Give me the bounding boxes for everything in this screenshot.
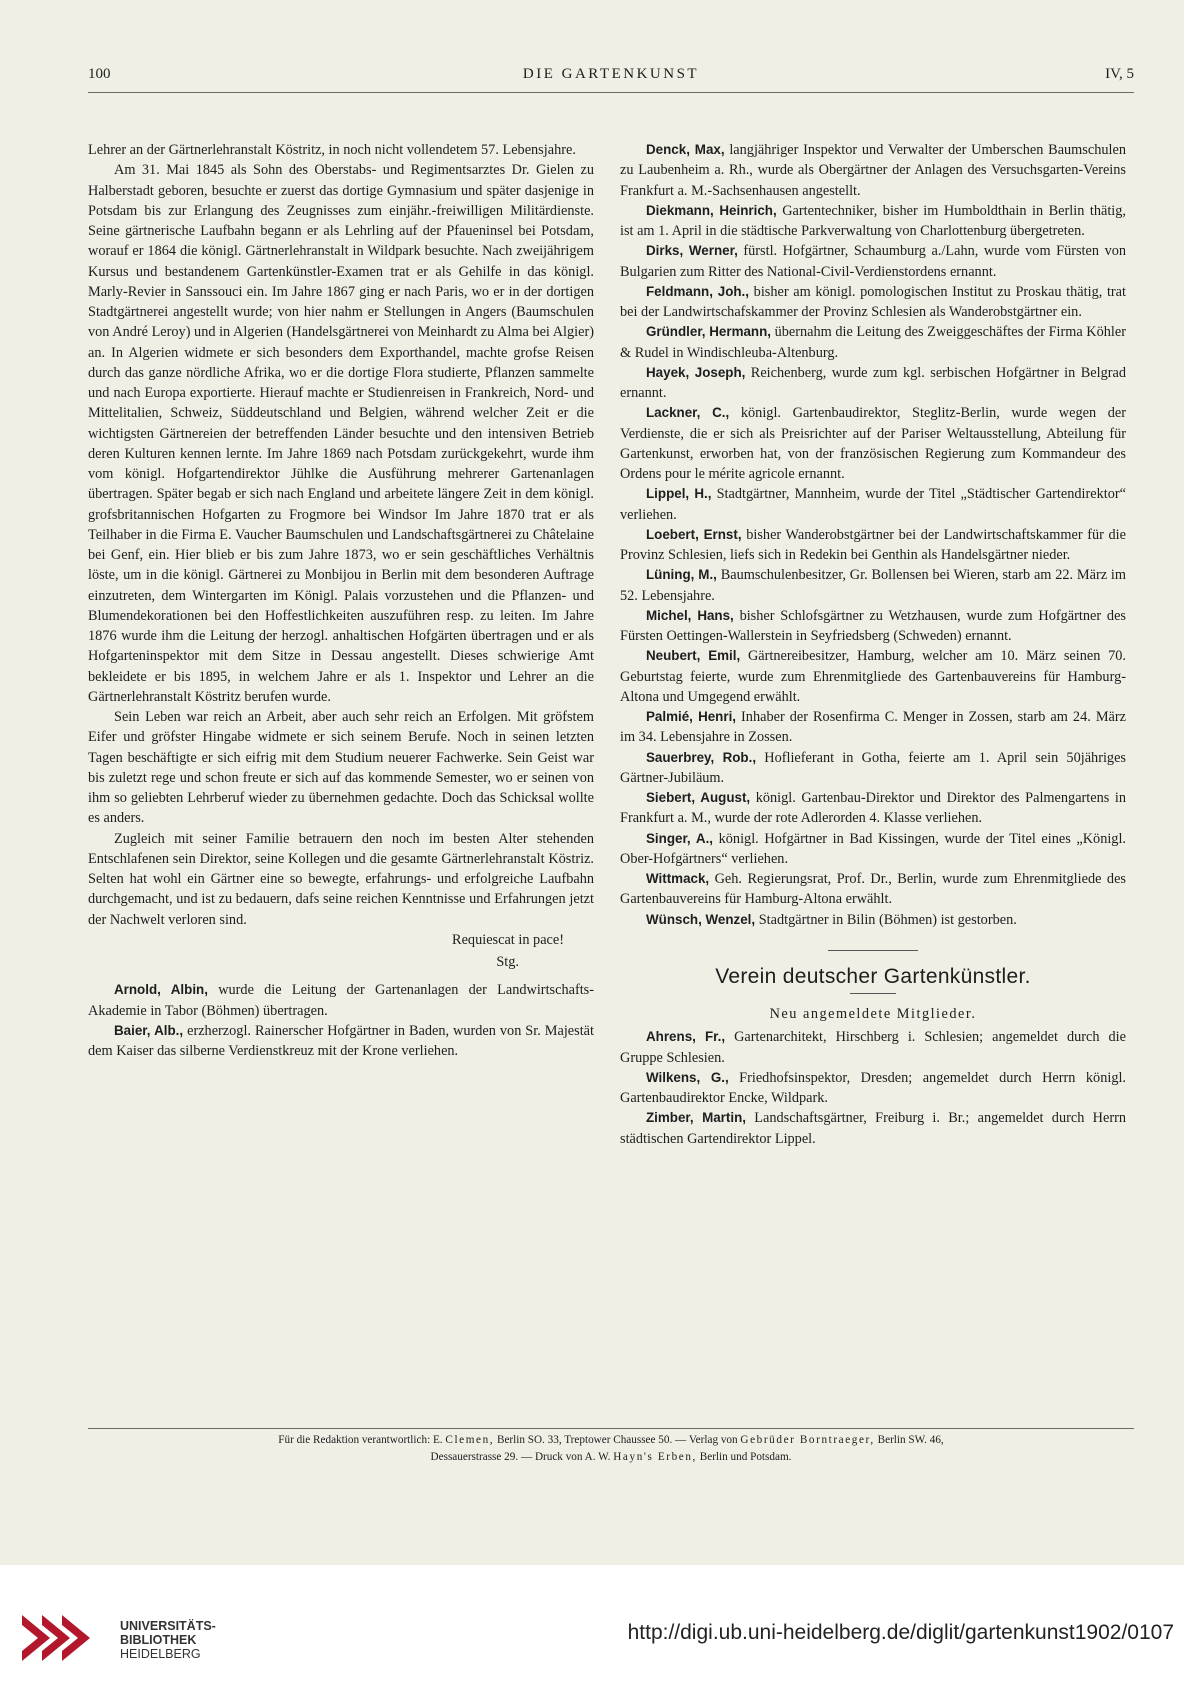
- page-header: [88, 66, 1134, 88]
- personal-entry: [88, 1021, 594, 1062]
- personal-entry: [620, 1027, 1126, 1068]
- library-name-line: HEIDELBERG: [120, 1647, 201, 1661]
- entry-name: Wünsch, Wenzel,: [646, 911, 756, 927]
- volume-number: IV, 5: [1105, 66, 1134, 82]
- entry-text: Gartentechniker, bisher im Humboldthain in Berlin thätig, ist am 1. April in die städtische Parkverwaltung von Charlottenburg übergetreten.: [620, 202, 1126, 239]
- entry-name: Feldmann, Joh.,: [646, 283, 750, 299]
- personal-entry: [620, 748, 1126, 789]
- entry-text: Geh. Regierungsrat, Prof. Dr., Berlin, wurde zum Ehrenmitgliede des Gartenbauvereins für Hamburg-Altona erwählt.: [620, 871, 1126, 908]
- personal-entry: [620, 910, 1126, 930]
- entry-name: Wilkens, G.,: [646, 1069, 729, 1085]
- entry-text: Baumschulenbesitzer, Gr. Bollensen bei Wieren, starb am 22. März im 52. Lebensjahre.: [620, 567, 1126, 604]
- imprint-line-2: [88, 1449, 1134, 1466]
- permalink-url[interactable]: http://digi.ub.uni-heidelberg.de/diglit/gartenkunst1902/0107: [627, 1621, 1174, 1644]
- personal-entry: [620, 1068, 1126, 1109]
- imprint-text: Für die Redaktion verantwortlich: E.: [278, 1434, 443, 1446]
- university-library-logo-icon: [20, 1609, 110, 1667]
- entry-text: Friedhofsinspektor, Dresden; angemeldet durch Herrn königl. Gartenbaudirektor Encke, Wildpark.: [620, 1069, 1127, 1106]
- personal-entry: [620, 565, 1126, 606]
- paragraph: Lehrer an der Gärtnerlehranstalt Köstritz, in noch nicht vollendetem 57. Lebensjahre.: [88, 142, 576, 158]
- personal-entry: [620, 140, 1126, 201]
- personal-entry: [620, 241, 1126, 282]
- entry-name: Loebert, Ernst,: [646, 526, 742, 542]
- entry-text: Landschaftsgärtner, Freiburg i. Br.; angemeldet durch Herrn städtischen Gartendirektor Lippel.: [620, 1110, 1126, 1147]
- entry-name: Hayek, Joseph,: [646, 364, 746, 380]
- paragraph: Sein Leben war reich an Arbeit, aber auch sehr reich an Erfolgen. Mit gröfstem Eifer und gröfster Hingabe widmete er sich seinem Berufe. Noch in seinen letzten Tagen beschäftigte er sich eifrig mit dem Studium neuerer Fachwerke. Sein Geist war bis zuletzt rege und schon freute er sich auf das kommende Semester, wo er seinen von ihm so geliebten Lehrberuf wieder zu übernehmen gedachte. Doch das Schicksal wollte es anders.: [88, 709, 594, 827]
- personal-entry: [620, 1108, 1126, 1149]
- personal-entry: [620, 282, 1126, 323]
- entry-text: königl. Hofgärtner in Bad Kissingen, wurde der Titel eines „Königl. Ober-Hofgärtners“ verliehen.: [620, 830, 1127, 867]
- personal-entry: [620, 525, 1126, 566]
- entry-name: Sauerbrey, Rob.,: [646, 749, 757, 765]
- paragraph: Zugleich mit seiner Familie betrauern den noch im besten Alter stehenden Entschlafenen sein Direktor, seine Kollegen und die gesamte Gärtnerlehranstalt Köstriz. Selten hat wohl ein Gärtner eine so bewegte, erfahrungs- und erfolgreiche Laufbahn durchgemacht, und ist zu bedauern, dafs seine reichen Kenntnisse und Erfahrungen jetzt der Nachwelt verloren sind.: [88, 830, 594, 928]
- entry-name: Zimber, Martin,: [646, 1110, 746, 1126]
- header-rule: [88, 92, 1134, 93]
- entry-name: Siebert, August,: [646, 790, 751, 805]
- personal-entry: [620, 869, 1126, 910]
- personal-entry: [620, 646, 1126, 707]
- entry-name: Singer, A.,: [646, 830, 714, 846]
- entry-name: Gründler, Hermann,: [646, 324, 772, 340]
- entry-text: bisher Schlofsgärtner zu Wetzhausen, wurde zum Hofgärtner des Fürsten Oettingen-Wallerstein in Seyfriedsberg (Schweden) ernannt.: [620, 607, 1126, 644]
- right-column: [620, 140, 1126, 1149]
- publisher-name: Gebrüder Borntraeger,: [740, 1434, 875, 1446]
- entry-name: Michel, Hans,: [646, 607, 734, 623]
- entry-name: Ahrens, Fr.,: [646, 1029, 726, 1045]
- personal-entry: [620, 788, 1126, 829]
- entry-text: langjähriger Inspektor und Verwalter der Umberschen Baumschulen zu Laubenheim a. Rh., wurde als Obergärtner der Anlagen des Versuchsgarten-Vereins Frankfurt a. M.-Sachsenhausen angestellt.: [620, 142, 1126, 199]
- personal-entry: [620, 322, 1126, 363]
- personal-entry: [620, 707, 1126, 748]
- entry-text: wurde die Leitung der Gartenanlagen der Landwirtschafts-Akademie in Tabor (Böhmen) übertragen.: [88, 982, 594, 1019]
- footer-rule: [88, 1428, 1134, 1429]
- entry-name: Lippel, H.,: [646, 486, 712, 502]
- entry-text: Hoflieferant in Gotha, feierte am 1. April sein 50jähriges Gärtner-Jubiläum.: [620, 749, 1126, 786]
- imprint-text: Berlin SO. 33, Treptower Chaussee 50. — Verlag von: [497, 1434, 738, 1446]
- entry-text: übernahm die Leitung des Zweiggeschäftes der Firma Köhler & Rudel in Windischleuba-Altenburg.: [620, 324, 1126, 361]
- entry-text: Stadtgärtner, Mannheim, wurde der Titel „Städtischer Gartendirektor“ verliehen.: [620, 486, 1126, 523]
- section-separator: [828, 950, 918, 951]
- journal-title: DIE GARTENKUNST: [522, 66, 700, 82]
- entry-text: Stadtgärtner in Bilin (Böhmen) ist gestorben.: [758, 911, 1017, 928]
- imprint-text: Berlin und Potsdam.: [699, 1451, 792, 1463]
- entry-text: fürstl. Hofgärtner, Schaumburg a./Lahn, wurde vom Fürsten von Bulgarien zum Ritter des National-Civil-Verdienstordens ernannt.: [620, 243, 1127, 280]
- page-number: 100: [88, 66, 111, 82]
- library-name: [120, 1619, 216, 1661]
- entry-name: Palmié, Henri,: [646, 709, 737, 724]
- library-banner: [0, 1565, 1184, 1706]
- left-column: [88, 140, 594, 1061]
- section-separator-small: [850, 993, 896, 994]
- imprint-text: Berlin SW. 46,: [877, 1434, 944, 1446]
- entry-name: Arnold, Albin,: [114, 982, 208, 998]
- entry-text: Gartenarchitekt, Hirschberg i. Schlesien; angemeldet durch die Gruppe Schlesien.: [620, 1029, 1127, 1066]
- library-name-line: UNIVERSITÄTS-: [120, 1619, 216, 1633]
- personal-entry: [620, 829, 1126, 870]
- entry-text: bisher Wanderobstgärtner bei der Landwirtschaftskammer für die Provinz Schlesien, liefs sich in Redekin bei Genthin als Handelsgärtner nieder.: [620, 526, 1127, 563]
- imprint-text: Dessauerstrasse 29. — Druck von A. W.: [430, 1451, 611, 1463]
- printer-name: Hayn's Erben,: [613, 1451, 697, 1463]
- imprint-line-1: [88, 1432, 1134, 1449]
- entry-text: erzherzogl. Rainerscher Hofgärtner in Baden, wurden von Sr. Majestät dem Kaiser das silberne Verdienstkreuz mit der Krone verliehen.: [88, 1022, 595, 1059]
- entry-text: bisher am königl. pomologischen Institut zu Proskau thätig, trat bei der Landwirtschafskammer der Provinz Schlesien als Wanderobstgärtner ein.: [620, 283, 1126, 320]
- entry-name: Baier, Alb.,: [114, 1022, 184, 1038]
- entry-name: Wittmack,: [646, 871, 710, 886]
- personal-entry: [88, 980, 594, 1021]
- entry-name: Lackner, C.,: [646, 405, 730, 421]
- entry-name: Neubert, Emil,: [646, 648, 741, 664]
- editor-name: Clemen,: [445, 1434, 495, 1446]
- entry-text: Gärtnereibesitzer, Hamburg, welcher am 10. März seinen 70. Geburtstag feierte, wurde zum Ehrenmitgliede des Gartenbauvereins für Hamburg-Altona und Umgegend erwählt.: [620, 648, 1127, 705]
- entry-name: Lüning, M.,: [646, 567, 717, 583]
- subsection-title: Neu angemeldete Mitglieder.: [769, 1006, 977, 1022]
- entry-text: königl. Gartenbau-Direktor und Direktor des Palmengartens in Frankfurt a. M., wurde der rote Adlerorden 4. Klasse verliehen.: [620, 790, 1126, 827]
- member-list: [620, 1027, 1126, 1149]
- entry-text: Inhaber der Rosenfirma C. Menger in Zossen, starb am 24. März im 34. Lebensjahre in Zossen.: [620, 709, 1126, 746]
- personal-entry: [620, 363, 1126, 404]
- entry-name: Dirks, Werner,: [646, 243, 738, 259]
- imprint-footer: [88, 1432, 1134, 1466]
- library-name-line: BIBLIOTHEK: [120, 1633, 197, 1647]
- entry-name: Denck, Max,: [646, 142, 725, 157]
- entry-text: königl. Gartenbaudirektor, Steglitz-Berlin, wurde wegen der Verdienste, die er sich als Preisrichter auf der Pariser Weltausstellung, Abteilung für Gartenkunst, erworben hat, von der französischen Regierung zum Kommandeur des Ordens pour le mérite agricole ernannt.: [620, 405, 1126, 482]
- section-title: Verein deutscher Gartenkünstler.: [715, 964, 1031, 988]
- personal-entry: [620, 606, 1126, 647]
- requiescat-line: Requiescat in pace!: [452, 931, 564, 948]
- personal-entry: [620, 484, 1126, 525]
- author-signature: Stg.: [496, 954, 519, 970]
- paragraph: Am 31. Mai 1845 als Sohn des Oberstabs- und Regimentsarztes Dr. Gielen zu Halberstadt geboren, besuchte er zuerst das dortige Gymnasium und später dasjenige in Potsdam bis zur Erlangung des Zeugnisses zum einjähr.-freiwilligen Militärdienste. Seine gärtnerische Laufbahn begann er als Lehrling auf der Pfaueninsel bei Potsdam, worauf er 1864 die königl. Gärtnerlehranstalt in Wildpark besuchte. Nach zweijährigem Kursus und bestandenem Gartenkünstler-Examen trat er als Gehilfe in das königl. Marly-Revier in Sanssouci ein. Im Jahre 1867 ging er nach Paris, wo er in der dortigen Stadtgärtnerei angestellt wurde; von hier nahm er Stellungen in Angers (Baumschulen von André Leroy) und in Algerien (Handelsgärtnerei von Meinhardt zu Alma bei Algier) an. In Algerien widmete er sich besonders dem Exporthandel, machte grofse Reisen durch das ganze nördliche Afrika, wo er die dortige Flora studierte, Pflanzen sammelte und nach Europa exportierte. Hierauf machte er Studienreisen in Frankreich, Nord- und Mittelitalien, Schweiz, Süddeutschland und Belgien, während welcher Zeit er die wichtigsten Gärtnereien der betreffenden Länder besuchte und den intensiven Betrieb deren Kulturen kennen lernte. Im Jahre 1869 nach Potsdam zurückgekehrt, wurde ihm vom königl. Hofgartendirektor Jühlke die Ausführung mehrerer Gartenanlagen übertragen. Später begab er sich nach England und arbeitete längere Zeit in dem königl. grofsbritannischen Hofgarten zu Frogmore bei Windsor Im Jahre 1870 trat er als Teilhaber in die Firma E. Vaucher Baumschulen und Landschaftsgärtnerei zu Châtelaine bei Genf, ein. Hier blieb er bis zum Jahre 1873, wo er sein geschäftliches Verhältnis löste, um in die königl. Gärtnerei zu Monbijou in Berlin mit dem besonderen Auftrage einzutreten, dem Wintergarten im Königl. Palais vorzustehen und die Pflanzen- und Blumendekorationen bei den Hoffestlichkeiten auszuführen resp. zu leiten. Im Jahre 1876 wurde ihm die Leitung der herzogl. anhaltischen Hofgärten übertragen und er als Hofgarteninspektor mit dem Sitze in Dessau angestellt. Dieses schwierige Amt bekleidete er bis 1895, in welchem Jahre er als 1. Inspektor und Lehrer an die Gärtnerlehranstalt Köstritz berufen wurde.: [88, 162, 594, 705]
- personal-entry: [620, 403, 1126, 484]
- personal-entry: [620, 201, 1126, 242]
- entry-name: Diekmann, Heinrich,: [646, 202, 777, 218]
- personal-entries: [620, 140, 1126, 930]
- entry-text: Reichenberg, wurde zum kgl. serbischen Hofgärtner in Belgrad ernannt.: [620, 364, 1126, 401]
